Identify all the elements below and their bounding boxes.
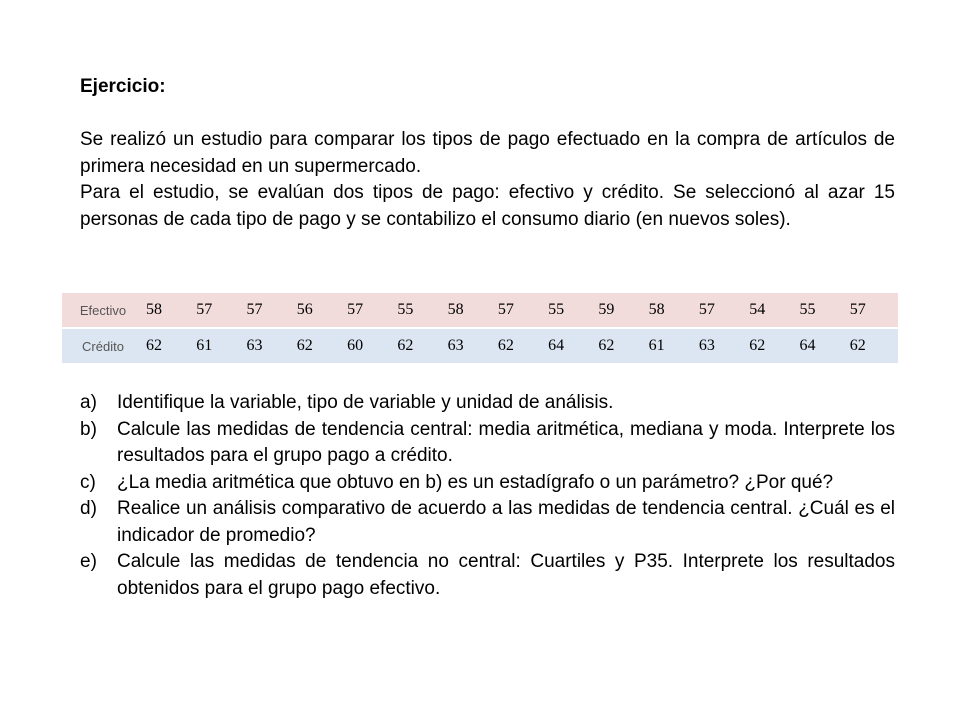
question-text: ¿La media aritmética que obtuvo en b) es un estadígrafo o un parámetro? ¿Por qué? (117, 471, 834, 493)
table-cell: 64 (546, 328, 596, 364)
table-cell: 56 (295, 292, 345, 328)
question-b (80, 417, 895, 470)
table-cell: 63 (697, 328, 747, 364)
question-text: Identifique la variable, tipo de variable y unidad de análisis. (117, 392, 614, 413)
table-cell: 58 (446, 292, 496, 328)
table-row-efectivo (62, 292, 898, 328)
table-cell: 62 (144, 328, 194, 364)
row-label-credito: Crédito (62, 328, 144, 364)
table-cell: 62 (295, 328, 345, 364)
question-a (80, 390, 895, 417)
question-marker: d) (80, 498, 97, 519)
question-marker: b) (80, 418, 97, 440)
table-cell: 57 (194, 292, 244, 328)
table-cell: 62 (395, 328, 445, 364)
table-row-credito (62, 328, 898, 364)
question-d (80, 496, 895, 549)
table-cell: 63 (245, 328, 295, 364)
question-list (80, 390, 895, 602)
table-cell: 57 (345, 292, 395, 328)
table-cell: 59 (596, 292, 646, 328)
table-cell: 61 (194, 328, 244, 364)
table-cell: 62 (747, 328, 797, 364)
table-cell: 55 (797, 292, 847, 328)
table-cell: 61 (647, 328, 697, 364)
question-marker: e) (80, 551, 97, 572)
table-cell: 57 (496, 292, 546, 328)
table-cell: 57 (848, 292, 898, 328)
table-cell: 58 (144, 292, 194, 328)
intro-text (80, 127, 895, 233)
payment-data-table (62, 291, 898, 365)
question-text: Realice un análisis comparativo de acuerdo a las medidas de tendencia central. ¿Cuál es el indicador de promedio? (117, 498, 895, 546)
table-cell: 55 (546, 292, 596, 328)
exercise-heading: Ejercicio: (80, 76, 166, 97)
table-cell: 54 (747, 292, 797, 328)
question-e (80, 549, 895, 602)
intro-paragraph-2: Para el estudio, se evalúan dos tipos de pago: efectivo y crédito. Se seleccionó al azar 15 personas de cada tipo de pago y se contabilizo el consumo diario (en nuevos soles). (80, 182, 895, 230)
row-label-efectivo: Efectivo (62, 292, 144, 328)
table-cell: 62 (496, 328, 546, 364)
table-cell: 60 (345, 328, 395, 364)
table-cell: 58 (647, 292, 697, 328)
question-marker: c) (80, 471, 96, 493)
question-text: Calcule las medidas de tendencia no central: Cuartiles y P35. Interprete los resultados obtenidos para el grupo pago efectivo. (117, 551, 895, 599)
question-marker: a) (80, 392, 97, 413)
table-cell: 63 (446, 328, 496, 364)
intro-paragraph-1: Se realizó un estudio para comparar los tipos de pago efectuado en la compra de artículos de primera necesidad en un supermercado. (80, 129, 895, 177)
table-cell: 55 (395, 292, 445, 328)
table-cell: 64 (797, 328, 847, 364)
table-cell: 62 (848, 328, 898, 364)
table-cell: 62 (596, 328, 646, 364)
question-c (80, 470, 895, 497)
question-text: Calcule las medidas de tendencia central: media aritmética, mediana y moda. Interprete los resultados para el grupo pago a crédito. (117, 418, 895, 466)
table-cell: 57 (697, 292, 747, 328)
table-cell: 57 (245, 292, 295, 328)
